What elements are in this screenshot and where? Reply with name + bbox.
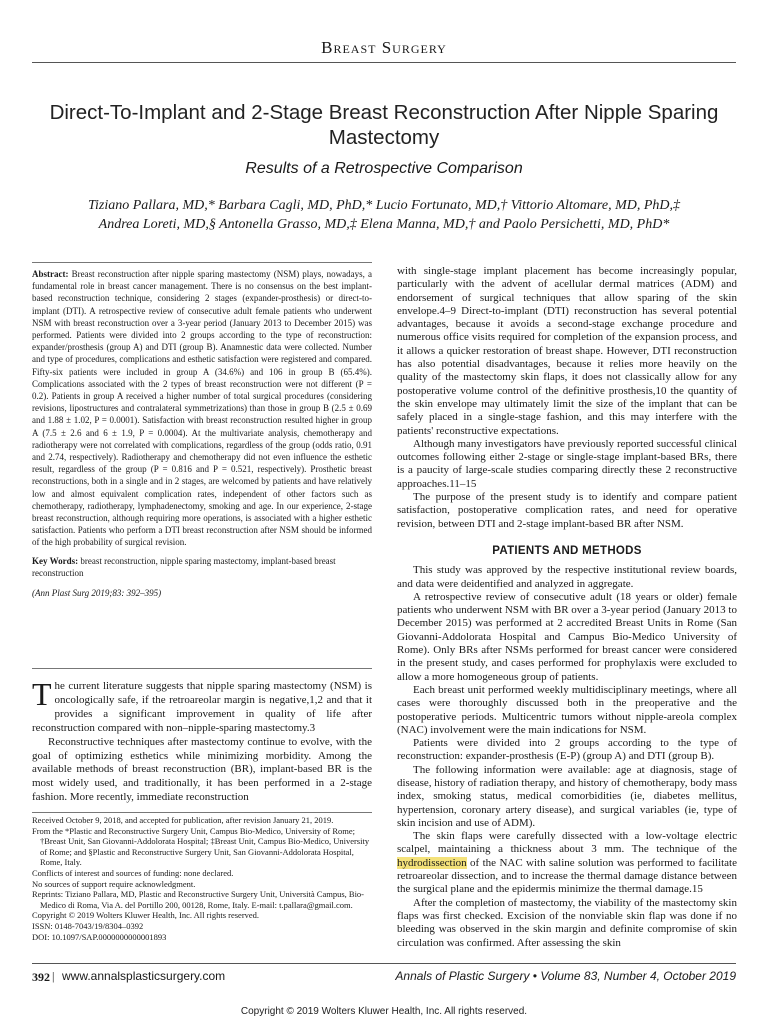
methods-paragraph-7: After the completion of mastectomy, the viability of the mastectomy skin flaps was first checked. Excision of the nonviable skin flap was done if no bleeding was observed in the skin margin and definite compromise of skin circulation was confirmed. After assessing the skin — [397, 896, 737, 949]
citation: (Ann Plast Surg 2019;83: 392–395) — [32, 588, 162, 599]
methods-paragraph-5: The following information were available: age at diagnosis, stage of disease, history of radiation therapy, and history of chemotherapy, body mass index, smoking status, medical comorbidities (ie, diabetes mellitus, hypertension, coronary artery disease), and surgical variables (ie, type of skin incision and use of ADM). — [397, 763, 737, 829]
footer-rule — [32, 963, 736, 964]
abstract-text: Breast reconstruction after nipple sparing mastectomy (NSM) plays, nowadays, a fundamental role in breast cancer management. There is no consensus on the best implant-based reconstruction technique, considering 2 stages (expander-prosthesis) or direct-to-implant (DTI). A retrospective review of consecutive adult female patients who underwent NSM with breast reconstruction over a 3-year period (January 2013 to December 2015) was performed. Patients were divided into 2 groups according to the type of reconstruction: expander/prosthesis (group A) and DTI (group B). Anamnestic data were collected. Number and type of procedures, complications and esthetic satisfaction were registered and compared. Fifty-six patients were included in group A (34.6%) and 106 in group B (65.4%). Complications associated with the 2 types of breast reconstruction were not different (P = 0.2). Patients in group A received a higher number of total surgical procedures (considering revisions, lipostructures and contralateral symmetrizations) than those in group B (2.5 ± 0.69 and 1.88 ± 1.02, P = 0.0001). Satisfaction with breast reconstruction resulted higher in group A (7.5 ± 2.6 and 6 ± 1.9, P = 0.0004). At the multivariate analysis, chemotherapy and radiotherapy were not correlated with complications, regardless of the group (odds ratio, 0.91 and 2.74, respectively). Radiotherapy and chemotherapy did not even influence the esthetic result, regardless of the group (P = 0.816 and P = 0.521, respectively). Prosthetic breast reconstructions, both in a single and in 2 stages, are welcomed by patients and have relatively low and almost equivalent complication rates, independent of other factors such as chemotherapy, radiotherapy, lymphadenectomy, smoking and age. In our experience, 2-stage breast reconstruction, although requiring more operations, is associated with a higher esthetic satisfaction. Patients who perform a DTI breast reconstruction after NSM should be informed of the high probability of surgical revision. — [32, 269, 373, 548]
keywords-label: Key Words: — [32, 555, 79, 566]
right-column — [397, 265, 737, 950]
m6-before: The skin flaps were carefully dissected with a low-voltage electric scalpel, maintaining a thickness about 3 mm. The technique of the — [397, 830, 737, 856]
introduction — [32, 676, 372, 805]
right-paragraph-3: The purpose of the present study is to identify and compare patient satisfaction, postoperative complication rates, and need for operative revision, between DTI and 2-stage implant-based BR after NSM. — [397, 491, 737, 530]
header-rule — [32, 62, 736, 63]
page-number: 392 — [32, 970, 50, 984]
methods-paragraph-2: A retrospective review of consecutive adult (18 years or older) female patients who underwent NSM with BR over a 3-year period (January 2013 to December 2015) was performed at 2 accredited Breast Units in Rome (San Giovanni-Addolorata Hospital and Campus Bio-Medico University of Rome). Only BRs after NSMs performed for breast cancer were considered in the present study, and cases performed for prophylaxis were excluded to allow a more homogeneous group of patients. — [397, 590, 737, 683]
methods-paragraph-3: Each breast unit performed weekly multidisciplinary meetings, where all cases were thoroughly discussed both in the preoperative and the postoperative periods. Multicentric tumors without nipple-areola complex (NAC) involvement were the main indications for NSM. — [397, 683, 737, 736]
copyright-bar: Copyright © 2019 Wolters Kluwer Health, Inc. All rights reserved. — [240, 1006, 528, 1017]
methods-paragraph-1: This study was approved by the respective institutional review boards, and data were deidentified and analyzed in aggregate. — [397, 564, 737, 590]
abstract-bottom-rule — [32, 668, 372, 669]
abstract-block — [32, 268, 372, 599]
journal-issue-info: Annals of Plastic Surgery • Volume 83, Number 4, October 2019 — [395, 969, 736, 983]
m6-after: of the NAC with saline solution was performed to facilitate retroareolar dissection, and to increase the thermal damage distance between the surgical plane and the epidermis minimize the thermal damage.15 — [397, 856, 737, 896]
footer-separator: | — [52, 969, 55, 983]
footnote-doi: DOI: 10.1097/SAP.0000000000001893 — [32, 931, 167, 942]
footnote-issn: ISSN: 0148-7043/19/8304–0392 — [32, 920, 144, 931]
abstract-label: Abstract: — [32, 269, 69, 279]
intro-paragraph-1 — [32, 676, 372, 736]
article-subtitle: Results of a Retrospective Comparison — [245, 160, 523, 177]
keywords-text: breast reconstruction, nipple sparing mastectomy, implant-based breast reconstruction — [32, 555, 336, 578]
abstract-top-rule — [32, 262, 372, 263]
right-paragraph-1: with single-stage implant placement has become increasingly popular, particularly with the advent of acellular dermal matrices (ADM) and endorsement of surgical techniques that allow sparing of the skin envelope.4–9 Direct-to-implant (DTI) reconstruction has several potential advantages, because it avoids a second-stage exchange procedure and numerous office visits required for completion of the expansion process, and it allows a quicker restoration of breast shape. However, DTI reconstruction has also potential disadvantages, because it relies more heavily on the quality of the mastectomy skin flaps, it does not classically allow for any postoperative volume control of the definitive prosthesis,10 the quantity of the skin envelope may ultimately limit the size of the implant that can be safely placed in a single-stage fashion, and this may interfere with the patients' reconstructive expectations. — [397, 265, 737, 437]
methods-paragraph-6 — [397, 830, 737, 896]
intro-p1-text: he current literature suggests that nipple sparing mastectomy (NSM) is oncologically safe, if the retroareolar margin is negative,1,2 and that it provides a significant improvement in quality of life after reconstruction compared with non–nipple-sparing mastectomy.3 — [32, 680, 372, 734]
keywords — [32, 555, 372, 579]
abstract — [32, 268, 372, 549]
authors-line-1: Tiziano Pallara, MD,* Barbara Cagli, MD, PhD,* Lucio Fortunato, MD,† Vittorio Altomare, MD, PhD,‡ — [87, 198, 681, 213]
footnote-received: Received October 9, 2018, and accepted for publication, after revision January 21, 2019. — [32, 815, 334, 825]
authors-line-2: Andrea Loreti, MD,§ Antonella Grasso, MD,‡ Elena Manna, MD,† and Paolo Persichetti, MD, PhD* — [98, 217, 670, 232]
article-title: Direct-To-Implant and 2-Stage Breast Reconstruction After Nipple Sparing Mastectomy — [49, 101, 719, 149]
right-paragraph-2: Although many investigators have previously reported successful clinical outcomes following either 2-stage or single-stage implant-based BRs, there is a paucity of large-scale studies comparing directly these 2 reconstructive approaches.11–15 — [397, 437, 737, 490]
author-list — [20, 196, 748, 234]
methods-paragraph-4: Patients were divided into 2 groups according to the type of reconstruction: expander-prosthesis (E-P) (group A) and DTI (group B). — [397, 737, 737, 763]
drop-cap: T — [32, 676, 52, 712]
highlighted-term[interactable]: hydrodissection — [397, 856, 467, 869]
journal-website-link[interactable]: www.annalsplasticsurgery.com — [62, 969, 226, 983]
section-header: Breast Surgery — [321, 38, 447, 57]
footnote-affiliations: From the *Plastic and Reconstructive Surgery Unit, Campus Bio-Medico, University of Rome; †Breast Unit, San Giovanni-Addolorata Hospital; ‡Breast Unit, Campus Bio-Medico, University of Rome; and §Plastic and Reconstructive Surgery Unit, San Giovanni-Addolorata Hospital, Rome, Italy. — [32, 825, 370, 868]
footnote-sources: No sources of support require acknowledgment. — [32, 878, 196, 889]
footnote-conflicts: Conflicts of interest and sources of funding: none declared. — [32, 867, 234, 878]
intro-paragraph-2: Reconstructive techniques after mastectomy continue to evolve, with the goal of optimizing esthetics while minimizing morbidity. Among the available methods of breast reconstruction (BR), implant-based BR is the most widely used, and traditionally, it has been performed in a 2-stage fashion. More recently, immediate reconstruction — [32, 735, 372, 804]
section-heading-methods: PATIENTS AND METHODS — [492, 544, 642, 557]
footnotes — [32, 815, 372, 942]
footnote-rule — [32, 812, 372, 813]
footnote-copyright: Copyright © 2019 Wolters Kluwer Health, Inc. All rights reserved. — [32, 910, 260, 921]
footnote-reprints: Reprints: Tiziano Pallara, MD, Plastic and Reconstructive Surgery Unit, Università Campus, Bio-Medico di Roma, Via A. del Portillo 200, 00128, Rome, Italy. E-mail: t.pallara@gmail.com. — [32, 889, 365, 910]
